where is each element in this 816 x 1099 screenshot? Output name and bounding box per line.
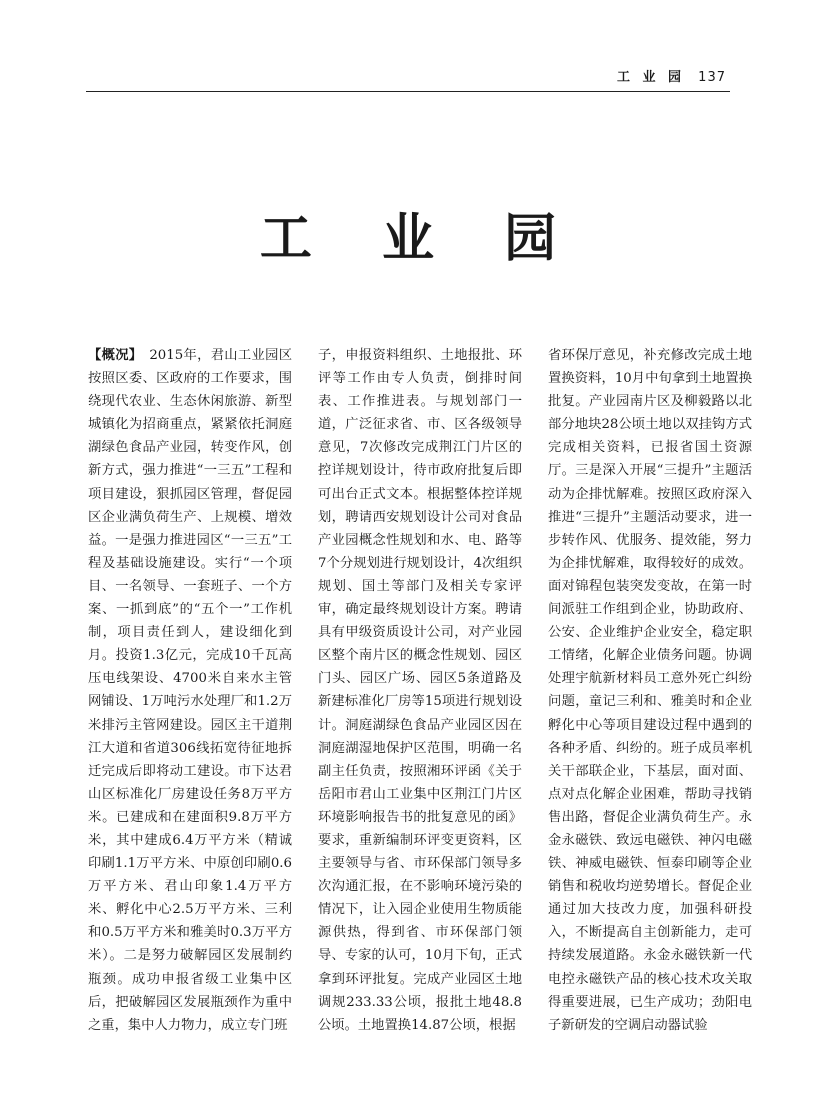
- column-3-text: 省环保厅意见，补充修改完成土地置换资料，10月中旬拿到土地置换批复。产业园南片区及柳毅路以北部分地块28公顷土地以双挂钩方式完成相关资料，已报省国土资源厅。三是深入开展“三提升”主题活动为企排忧解难。按照区政府深入推进“三提升”主题活动要求，进一步转作风、优服务、提效能，努力为企排忧解难，取得较好的成效。面对锦程包装突发变故，在第一时间派驻工作组到企业，协助政府、公安、企业维护企业安全，稳定职工情绪，化解企业债务问题。协调处理宇航新材料员工意外死亡纠纷问题，童记三利和、雅美时和企业孵化中心等项目建设过程中遇到的各种矛盾、纠纷的。班子成员率机关干部联企业，下基层，面对面、点对点化解企业困难，帮助寻找销售出路，督促企业满负荷生产。永金永磁铁、致远电磁铁、神闪电磁铁、神威电磁铁、恒泰印刷等企业销售和税收均逆势增长。督促企业通过加大技改力度，加强科研投入，不断提高自主创新能力，走可持续发展道路。永金永磁铁新一代电控永磁铁产品的核心技术攻关取得重要进展，已生产成功；劲阳电子新研发的空调启动器试验: [548, 348, 752, 1033]
- header-rule: [86, 91, 730, 92]
- body-column-1: [88, 344, 292, 1044]
- column-1-text: 2015年，君山工业园区按照区委、区政府的工作要求，围绕现代农业、生态休闲旅游、新型城镇化为招商重点，紧紧依托洞庭湖绿色食品产业园，转变作风，创新方式，强力推进“一三五”工程和项目建设，狠抓园区管理，督促园区企业满负荷生产、上规模、增效益。一是强力推进园区“一三五”工程及基础设施建设。实行“一个项目、一名领导、一套班子、一个方案、一抓到底”的“五个一”工作机制，项目责任到人，建设细化到月。投资1.3亿元，完成10千瓦高压电线架设、4700米自来水主管网铺设、1万吨污水处理厂和1.2万米排污主管网建设。园区主干道荆江大道和省道306线拓宽待征地拆迁完成后即将动工建设。市下达君山区标准化厂房建设任务8万平方米。已建成和在建面积9.8万平方米，其中建成6.4万平方米（精诚印刷1.1万平方米、中原创印刷0.6万平方米、君山印象1.4万平方米、孵化中心2.5万平方米、三利和0.5万平方米和雅美时0.3万平方米）。二是努力破解园区发展制约瓶颈。成功申报省级工业集中区后，把破解园区发展瓶颈作为重中之重，集中人力物力，成立专门班: [88, 348, 292, 1033]
- chapter-title: 工 业 园: [259, 209, 583, 269]
- running-header-section: 工 业 园: [616, 70, 686, 85]
- body-column-2: [318, 344, 522, 1044]
- body-columns: [88, 344, 752, 1044]
- running-header: [617, 66, 726, 85]
- body-column-3: [548, 344, 752, 1044]
- column-2-text: 子，申报资料组织、土地报批、环评等工作由专人负责，倒排时间表、工作推进表。与规划部门一道，广泛征求省、市、区各级领导意见，7次修改完成荆江门片区的控详规划设计，待市政府批复后即可出台正式文本。根据整体控详规划，聘请西安规划设计公司对食品产业园概念性规划和水、电、路等7个分规划进行规划设计，4次组织规划、国土等部门及相关专家评审，确定最终规划设计方案。聘请具有甲级资质设计公司，对产业园区整个南片区的概念性规划、园区门头、园区广场、园区5条道路及新建标准化厂房等15项进行规划设计。洞庭湖绿色食品产业园区因在洞庭湖湿地保护区范围，明确一名副主任负责，按照湘环评函《关于岳阳市君山工业集中区荆江门片区环境影响报告书的批复意见的函》要求，重新编制环评变更资料，区主要领导与省、市环保部门领导多次沟通汇报，在不影响环境污染的情况下，让入园企业使用生物质能源供热，得到省、市环保部门领导、专家的认可，10月下旬，正式拿到环评批复。完成产业园区土地调规233.33公顷，报批土地48.8公顷。土地置换14.87公顷，根据: [318, 348, 522, 1033]
- overview-tag: 【概况】: [88, 348, 136, 363]
- page-number: 137: [698, 70, 726, 85]
